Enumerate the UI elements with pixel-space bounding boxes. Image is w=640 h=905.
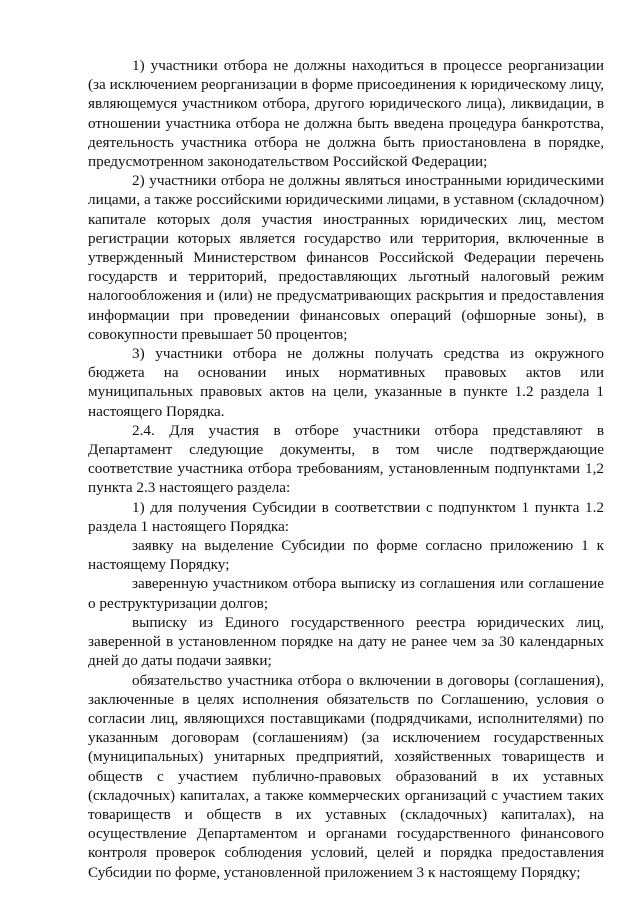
paragraph-9: обязательство участника отбора о включении в договоры (соглашения), заключенные в целях исполнения обязательств по Соглашению, условия о согласии лиц, являющихся поставщиками (подрядчиками, исполнителями) по указанным договорам (соглашениям) (за исключением государственных (муниципальных) унитарных предприятий, хозяйственных товариществ и обществ с участием публично-правовых образований в их уставных (складочных) капиталах, а также коммерческих организаций с участием таких товариществ и обществ в их уставных (складочных) капиталах), на осуществление Департаментом и органами государственного финансового контроля проверок соблюдения условий, целей и порядка предоставления Субсидии по форме, установленной приложением 3 к настоящему Порядку; bbox=[88, 671, 604, 881]
paragraph-2: 2) участники отбора не должны являться иностранными юридическими лицами, а также российскими юридическими лицами, в уставном (складочном) капитале которых доля участия иностранных юридических лиц, местом регистрации которых является государство или территория, включенные в утвержденный Министерством финансов Российской Федерации перечень государств и территорий, предоставляющих льготный налоговый режим налогообложения и (или) не предусматривающих раскрытия и предоставления информации при проведении финансовых операций (офшорные зоны), в совокупности превышает 50 процентов; bbox=[88, 172, 604, 343]
paragraph-7: заверенную участником отбора выписку из соглашения или соглашение о реструктуризации долгов; bbox=[88, 575, 604, 612]
paragraph-3: 3) участники отбора не должны получать средства из окружного бюджета на основании иных нормативных правовых актов или муниципальных правовых актов на цели, указанные в пункте 1.2 раздела 1 настоящего Порядка. bbox=[88, 345, 604, 420]
document-page bbox=[88, 56, 604, 882]
paragraph-1: 1) участники отбора не должны находиться в процессе реорганизации (за исключением реорганизации в форме присоединения к юридическому лицу, являющемуся участником отбора, другого юридического лица), ликвидации, в отношении участника отбора не должна быть введена процедура банкротства, деятельность участника отбора не должна быть приостановлена в порядке, предусмотренном законодательством Российской Федерации; bbox=[88, 57, 604, 171]
paragraph-6: заявку на выделение Субсидии по форме согласно приложению 1 к настоящему Порядку; bbox=[88, 537, 604, 574]
paragraph-5: 1) для получения Субсидии в соответствии с подпунктом 1 пункта 1.2 раздела 1 настоящего Порядка: bbox=[88, 498, 604, 535]
paragraph-4: 2.4. Для участия в отборе участники отбора представляют в Департамент следующие документы, в том числе подтверждающие соответствие участника отбора требованиям, установленным подпунктами 1,2 пункта 2.3 настоящего раздела: bbox=[88, 421, 604, 497]
paragraph-8: выписку из Единого государственного реестра юридических лиц, заверенной в установленном порядке на дату не ранее чем за 30 календарных дней до даты подачи заявки; bbox=[88, 613, 604, 670]
